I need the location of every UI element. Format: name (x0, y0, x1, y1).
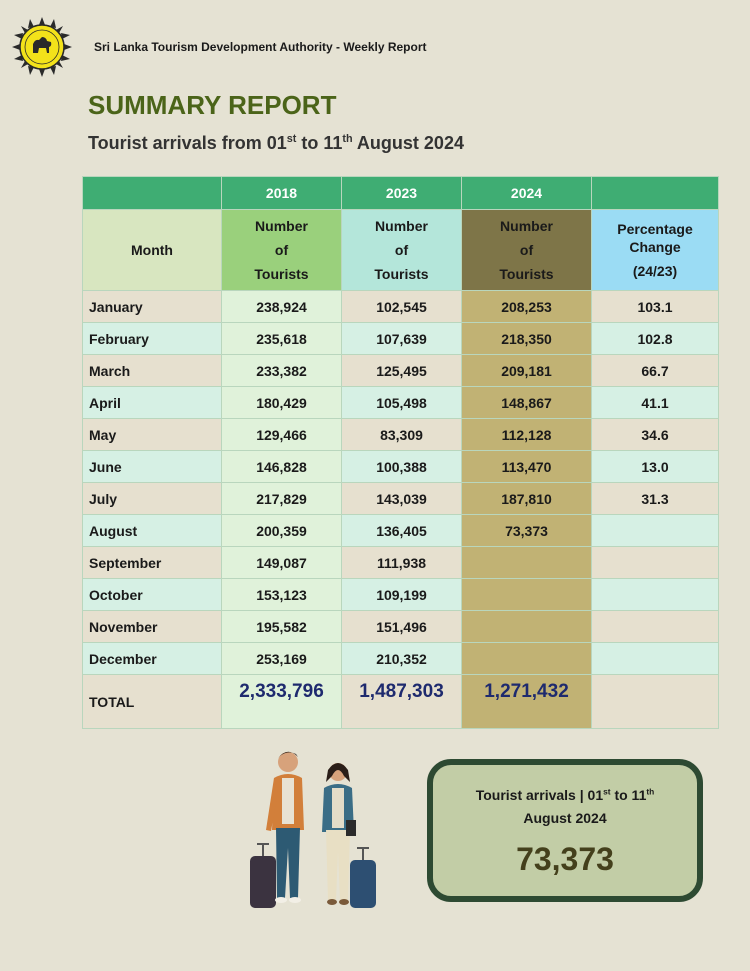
table-row (83, 515, 719, 547)
value-2024-cell (462, 547, 592, 579)
month-cell: November (83, 611, 222, 643)
summary-box-value: 73,373 (516, 841, 614, 877)
arrivals-table (82, 176, 719, 729)
month-cell: October (83, 579, 222, 611)
month-cell: December (83, 643, 222, 675)
value-2024-cell: 218,350 (462, 323, 592, 355)
year-header-row (83, 177, 719, 210)
table-row (83, 323, 719, 355)
count-header-2018 (222, 210, 342, 291)
value-2023-cell: 107,639 (342, 323, 462, 355)
summary-box (427, 759, 703, 902)
pct-change-cell (592, 547, 719, 579)
value-2018-cell: 200,359 (222, 515, 342, 547)
table-row (83, 483, 719, 515)
subtitle-suffix: August 2024 (352, 133, 464, 153)
count-header-2018-line1: Number (255, 218, 308, 234)
travelers-illustration (238, 748, 388, 913)
pct-header-line1: Percentage (617, 221, 693, 237)
value-2023-cell: 111,938 (342, 547, 462, 579)
count-header-2024-line1: Number (500, 218, 553, 234)
month-cell: July (83, 483, 222, 515)
year-header-2023: 2023 (342, 177, 462, 210)
pct-change-cell: 13.0 (592, 451, 719, 483)
total-pct-blank (592, 675, 719, 729)
year-header-2024: 2024 (462, 177, 592, 210)
month-cell: September (83, 547, 222, 579)
total-2018: 2,333,796 (222, 675, 342, 729)
table-row (83, 547, 719, 579)
pct-header-line2: Change (629, 239, 681, 255)
value-2024-cell: 73,373 (462, 515, 592, 547)
value-2018-cell: 233,382 (222, 355, 342, 387)
count-header-2018-line3: Tourists (254, 266, 309, 282)
value-2023-cell: 143,039 (342, 483, 462, 515)
pct-change-cell: 102.8 (592, 323, 719, 355)
month-header: Month (83, 210, 222, 291)
table-row (83, 451, 719, 483)
count-header-2024-line2: of (519, 242, 534, 258)
sltda-logo (12, 17, 72, 77)
table-row (83, 611, 719, 643)
value-2018-cell: 253,169 (222, 643, 342, 675)
value-2018-cell: 217,829 (222, 483, 342, 515)
month-cell: August (83, 515, 222, 547)
pct-header-line3: (24/23) (632, 263, 678, 279)
month-cell: April (83, 387, 222, 419)
pct-change-cell (592, 579, 719, 611)
subtitle-sup-th: th (342, 133, 353, 145)
value-2024-cell: 148,867 (462, 387, 592, 419)
value-2024-cell: 209,181 (462, 355, 592, 387)
value-2018-cell: 238,924 (222, 291, 342, 323)
box-heading-prefix: Tourist arrivals | 01 (475, 787, 604, 803)
pct-change-cell: 66.7 (592, 355, 719, 387)
pct-change-cell: 34.6 (592, 419, 719, 451)
value-2018-cell: 195,582 (222, 611, 342, 643)
value-2018-cell: 129,466 (222, 419, 342, 451)
count-header-2023-line1: Number (375, 218, 428, 234)
month-cell: February (83, 323, 222, 355)
year-header-pct-blank (592, 177, 719, 210)
value-2018-cell: 180,429 (222, 387, 342, 419)
total-row (83, 675, 719, 729)
year-header-blank (83, 177, 222, 210)
table-row (83, 355, 719, 387)
value-2023-cell: 210,352 (342, 643, 462, 675)
value-2024-cell: 113,470 (462, 451, 592, 483)
value-2024-cell (462, 579, 592, 611)
column-header-row (83, 210, 719, 291)
table-row (83, 579, 719, 611)
table-row (83, 387, 719, 419)
value-2023-cell: 151,496 (342, 611, 462, 643)
value-2018-cell: 153,123 (222, 579, 342, 611)
pct-change-cell: 41.1 (592, 387, 719, 419)
year-header-2018: 2018 (222, 177, 342, 210)
subtitle-middle: to 11 (296, 133, 343, 153)
count-header-2023-line3: Tourists (374, 266, 429, 282)
value-2018-cell: 149,087 (222, 547, 342, 579)
value-2023-cell: 136,405 (342, 515, 462, 547)
value-2023-cell: 105,498 (342, 387, 462, 419)
table-row (83, 643, 719, 675)
count-header-2018-line2: of (274, 242, 289, 258)
count-header-2024-line3: Tourists (499, 266, 554, 282)
pct-change-header (592, 210, 719, 291)
organization-name: Sri Lanka Tourism Development Authority - Weekly Report (94, 40, 427, 54)
value-2023-cell: 100,388 (342, 451, 462, 483)
report-subtitle (88, 133, 464, 154)
value-2018-cell: 146,828 (222, 451, 342, 483)
box-heading-sup-st: st (603, 786, 611, 797)
pct-change-cell (592, 515, 719, 547)
summary-box-heading (433, 787, 697, 803)
summary-box-period: August 2024 (523, 810, 607, 826)
value-2024-cell (462, 643, 592, 675)
subtitle-prefix: Tourist arrivals from 01 (88, 133, 287, 153)
count-header-2024 (462, 210, 592, 291)
month-cell: January (83, 291, 222, 323)
subtitle-sup-st: st (286, 133, 297, 145)
count-header-2023 (342, 210, 462, 291)
value-2024-cell: 187,810 (462, 483, 592, 515)
value-2024-cell: 208,253 (462, 291, 592, 323)
value-2023-cell: 102,545 (342, 291, 462, 323)
value-2018-cell: 235,618 (222, 323, 342, 355)
pct-change-cell (592, 611, 719, 643)
table-row (83, 419, 719, 451)
page-title: SUMMARY REPORT (88, 90, 337, 120)
value-2024-cell: 112,128 (462, 419, 592, 451)
pct-change-cell: 31.3 (592, 483, 719, 515)
month-cell: March (83, 355, 222, 387)
value-2023-cell: 83,309 (342, 419, 462, 451)
box-heading-sup-th: th (646, 786, 655, 797)
pct-change-cell (592, 643, 719, 675)
total-label: TOTAL (83, 675, 222, 729)
table-row (83, 291, 719, 323)
value-2023-cell: 109,199 (342, 579, 462, 611)
pct-change-cell: 103.1 (592, 291, 719, 323)
count-header-2023-line2: of (394, 242, 409, 258)
total-2024: 1,271,432 (462, 675, 592, 729)
month-cell: June (83, 451, 222, 483)
value-2023-cell: 125,495 (342, 355, 462, 387)
box-heading-middle: to 11 (610, 787, 647, 803)
total-2023: 1,487,303 (342, 675, 462, 729)
month-cell: May (83, 419, 222, 451)
value-2024-cell (462, 611, 592, 643)
